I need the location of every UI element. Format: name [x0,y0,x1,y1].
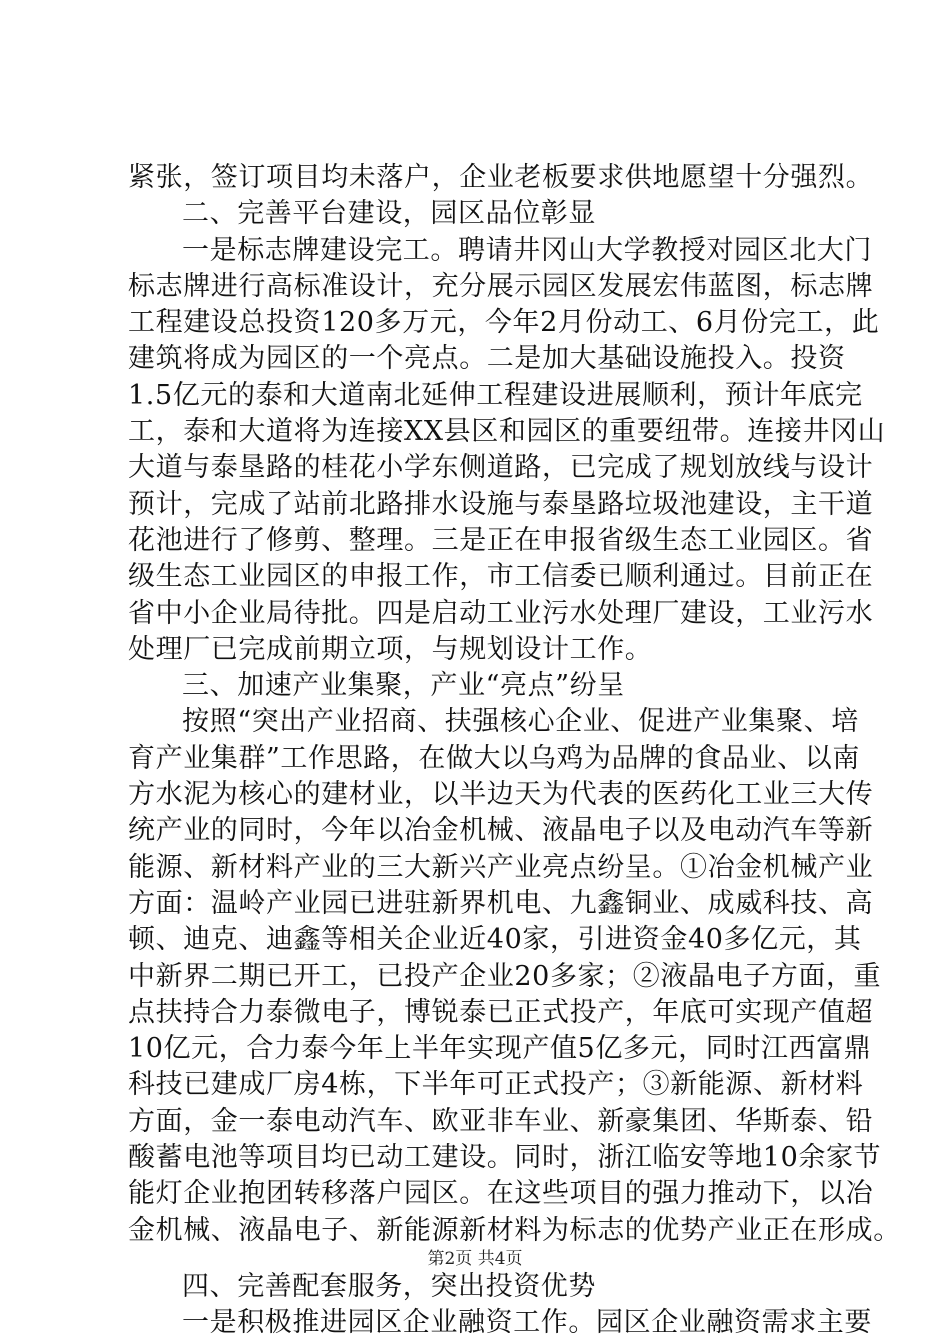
text-line: 科技已建成厂房4栋，下半年可正式投产；③新能源、新材料 [128,1069,864,1101]
text-line: 顿、迪克、迪鑫等相关企业近40家，引进资金40多亿元，其 [128,924,862,956]
text-line: 标志牌进行高标准设计，充分展示园区发展宏伟蓝图，标志牌 [128,270,874,302]
text-line: 按照“突出产业招商、扶强核心企业、促进产业集聚、培 [182,706,859,738]
page-footer: 第2页 共4页 [427,1249,523,1269]
text-line: 工，泰和大道将为连接XX县区和园区的重要纽带。连接井冈山 [128,416,886,448]
text-line: 点扶持合力泰微电子，博锐泰已正式投产，年底可实现产值超 [128,996,874,1028]
text-line: 紧张，签订项目均未落户，企业老板要求供地愿望十分强烈。 [128,162,874,193]
text-line: 工程建设总投资120多万元，今年2月份动工、6月份完工，此 [128,307,880,339]
paragraph [128,160,874,196]
paragraph [128,668,838,704]
text-line: 能灯企业抱团转移落户园区。在这些项目的强力推动下，以冶 [128,1178,874,1210]
text-line: 一是标志牌建设完工。聘请井冈山大学教授对园区北大门 [182,234,872,266]
text-line: 方面，金一泰电动汽车、欧亚非车业、新豪集团、华斯泰、铅 [128,1105,874,1137]
paragraph [128,233,886,669]
text-line: 方水泥为核心的建材业，以半边天为代表的医药化工业三大传 [128,779,874,811]
text-line: 一是积极推进园区企业融资工作。园区企业融资需求主要 [182,1307,872,1339]
paragraph [128,1269,838,1305]
text-line: 二、完善平台建设，园区品位彰显 [182,198,596,230]
paragraph [128,1305,872,1341]
text-line: 建筑将成为园区的一个亮点。二是加大基础设施投入。投资 [128,343,846,375]
text-line: 四、完善配套服务，突出投资优势 [182,1270,596,1302]
text-line: 花池进行了修剪、整理。三是正在申报省级生态工业园区。省 [128,524,874,556]
text-line: 级生态工业园区的申报工作，市工信委已顺利通过。目前正在 [128,561,874,593]
body-text [128,160,901,1342]
text-line: 预计，完成了站前北路排水设施与泰垦路垃圾池建设，主干道 [128,488,874,520]
text-line: 金机械、液晶电子、新能源新材料为标志的优势产业正在形成。 [128,1214,901,1246]
text-line: 处理厂已完成前期立项，与规划设计工作。 [128,633,653,665]
text-line: 1.5亿元的泰和大道南北延伸工程建设进展顺利，预计年底完 [128,379,863,411]
text-line: 中新界二期已开工，已投产企业20多家；②液晶电子方面，重 [128,960,882,992]
text-line: 方面：温岭产业园已进驻新界机电、九鑫铜业、成威科技、高 [128,887,874,919]
text-line: 统产业的同时，今年以冶金机械、液晶电子以及电动汽车等新 [128,815,874,847]
text-line: 10亿元，合力泰今年上半年实现产值5亿多元，同时江西富鼎 [128,1033,872,1065]
text-line: 育产业集群”工作思路，在做大以乌鸡为品牌的食品业、以南 [128,742,861,774]
text-line: 省中小企业局待批。四是启动工业污水处理厂建设，工业污水 [128,597,874,629]
paragraph [128,704,901,1248]
text-line: 酸蓄电池等项目均已动工建设。同时，浙江临安等地10余家节 [128,1142,882,1174]
paragraph [128,196,838,232]
text-line: 大道与泰垦路的桂花小学东侧道路，已完成了规划放线与设计 [128,452,874,484]
text-line: 能源、新材料产业的三大新兴产业亮点纷呈。①冶金机械产业 [128,851,874,883]
text-line: 三、加速产业集聚，产业“亮点”纷呈 [182,670,625,702]
